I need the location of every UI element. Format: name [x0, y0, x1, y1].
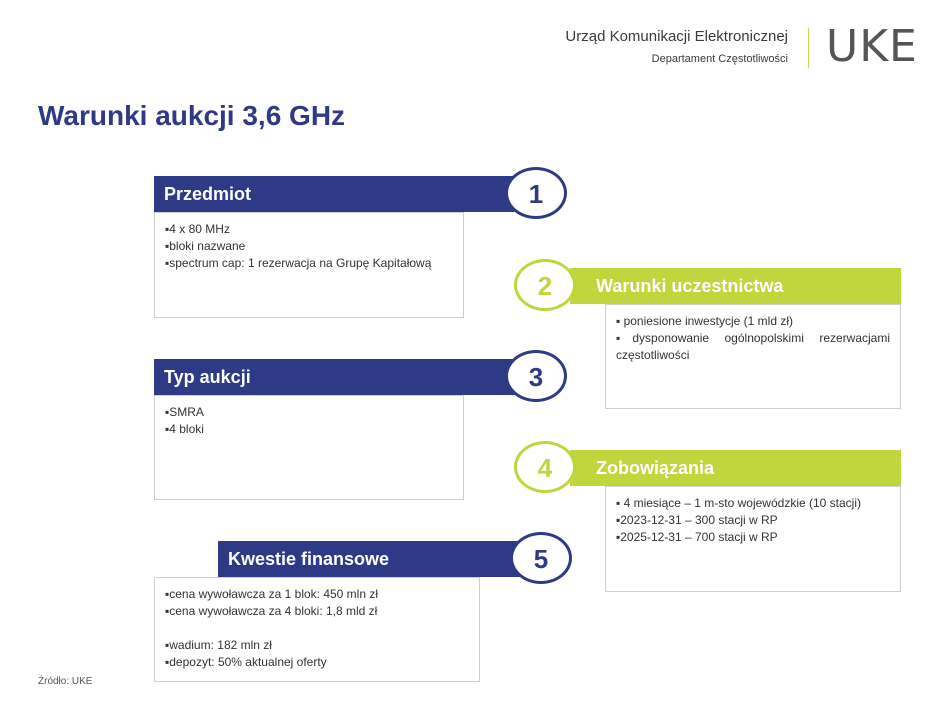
organization-name: Urząd Komunikacji Elektronicznej — [565, 28, 788, 45]
section-4-item: ▪2023-12-31 – 300 stacji w RP — [616, 513, 778, 527]
section-1-heading: Przedmiot — [164, 184, 252, 204]
section-1-item: ▪spectrum cap: 1 rezerwacja na Grupę Kapitałową — [165, 256, 432, 270]
section-1-number-badge: 1 — [505, 167, 567, 219]
section-2-item: ▪ poniesione inwestycje (1 mld zł) — [616, 314, 793, 328]
section-3-item: ▪4 bloki — [165, 422, 204, 436]
section-1-header — [154, 176, 514, 212]
section-5-header — [218, 541, 528, 577]
section-1-box — [154, 212, 464, 318]
section-1-item: ▪bloki nazwane — [165, 239, 246, 253]
section-2-heading: Warunki uczestnictwa — [596, 276, 784, 296]
section-3-number-badge: 3 — [505, 350, 567, 402]
section-3-header — [154, 359, 514, 395]
header-divider — [808, 28, 809, 68]
section-5-item: ▪cena wywoławcza za 1 blok: 450 mln zł — [165, 587, 379, 601]
section-4-heading: Zobowiązania — [596, 458, 715, 478]
section-4-item: ▪2025-12-31 – 700 stacji w RP — [616, 530, 778, 544]
section-2-box — [605, 304, 901, 409]
section-4-item: ▪ 4 miesiące – 1 m-sto wojewódzkie (10 stacji) — [616, 496, 862, 510]
section-3-item: ▪SMRA — [165, 405, 204, 419]
section-3-box — [154, 395, 464, 500]
uke-logo: UKE — [826, 21, 918, 72]
section-1-item: ▪4 x 80 MHz — [165, 222, 230, 236]
department-name: Departament Częstotliwości — [651, 53, 788, 65]
spacer — [165, 620, 469, 637]
section-5-item: ▪cena wywoławcza za 4 bloki: 1,8 mld zł — [165, 604, 378, 618]
section-5-item: ▪wadium: 182 mln zł — [165, 638, 272, 652]
section-2-item: ▪dysponowanie ogólnopolskimi rezerwacjami częstotliwości — [616, 331, 890, 362]
section-3-heading: Typ aukcji — [164, 367, 251, 387]
section-2-header — [570, 268, 901, 304]
section-5-number-badge: 5 — [510, 532, 572, 584]
section-4-box — [605, 486, 901, 592]
section-5-heading: Kwestie finansowe — [228, 549, 390, 569]
source-note: Źródło: UKE — [38, 676, 93, 687]
slide-title: Warunki aukcji 3,6 GHz — [38, 100, 346, 131]
section-2-number-badge: 2 — [514, 259, 576, 311]
section-5-item: ▪depozyt: 50% aktualnej oferty — [165, 655, 327, 669]
section-4-header — [570, 450, 901, 486]
section-4-number-badge: 4 — [514, 441, 576, 493]
section-5-box — [154, 577, 480, 682]
